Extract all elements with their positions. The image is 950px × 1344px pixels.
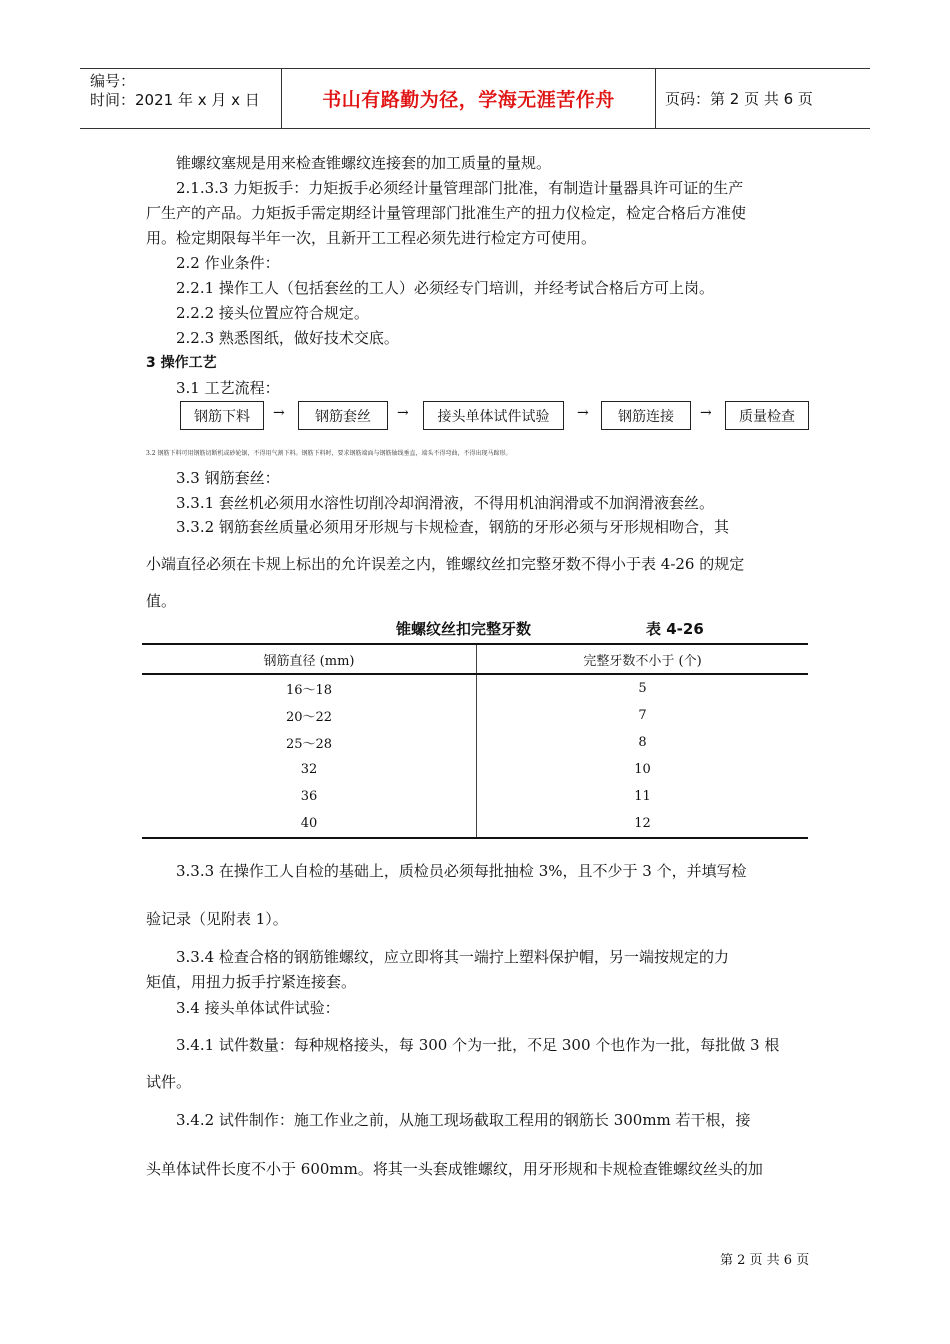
table-row — [142, 729, 808, 756]
flow-step: 质量检查 — [725, 401, 809, 430]
header-motto: 书山有路勤为径，学海无涯苦作舟 — [322, 89, 615, 111]
flow-arrow: → — [273, 405, 285, 421]
paragraph: 3.3.1 套丝机必须用水溶性切削冷却润滑液，不得用机油润滑或不加润滑液套丝。 — [176, 494, 714, 512]
table-cell: 20～22 — [142, 702, 477, 729]
paragraph: 2.1.3.3 力矩扳手：力矩扳手必须经计量管理部门批准，有制造计量器具许可证的生产 — [176, 179, 744, 197]
paragraph: 头单体试件长度不小于 600mm。将其一头套成锥螺纹，用牙形规和卡规检查锥螺纹丝头的加 — [146, 1160, 763, 1178]
paragraph: 矩值，用扭力扳手拧紧连接套。 — [146, 973, 357, 991]
flow-step: 钢筋套丝 — [298, 401, 388, 430]
paragraph: 值。 — [146, 592, 177, 610]
paragraph: 3.3.2 钢筋套丝质量必须用牙形规与卡规检查，钢筋的牙形必须与牙形规相吻合，其 — [176, 518, 729, 536]
table-header: 完整牙数不小于 (个) — [477, 644, 809, 674]
table-row — [142, 674, 808, 702]
table-header-row — [142, 644, 808, 674]
paragraph: 3.3.4 检查合格的钢筋锥螺纹，应立即将其一端拧上塑料保护帽，另一端按规定的力 — [176, 948, 729, 966]
flow-arrow: → — [397, 405, 409, 421]
table-cell: 11 — [634, 789, 651, 804]
header-divider — [655, 69, 656, 128]
paragraph: 3.4.2 试件制作：施工作业之前，从施工现场截取工程用的钢筋长 300mm 若干根，接 — [176, 1111, 751, 1129]
table-row — [142, 702, 808, 729]
flow-arrow: → — [700, 405, 712, 421]
flow-step: 接头单体试件试验 — [423, 401, 564, 430]
paragraph: 验记录（见附表 1）。 — [146, 910, 288, 928]
paragraph: 3.1 工艺流程： — [176, 379, 280, 397]
paragraph: 厂生产的产品。力矩扳手需定期经计量管理部门批准生产的扭力仪检定，检定合格后方准使 — [146, 204, 747, 222]
table-number: 表 4-26 — [646, 620, 704, 638]
table-title: 锥螺纹丝扣完整牙数 — [396, 620, 532, 638]
number-label: 编号： — [90, 72, 136, 90]
table-cell: 7 — [638, 708, 647, 723]
page-header — [80, 68, 870, 129]
table-cell: 8 — [638, 735, 647, 750]
paragraph: 2.2.1 操作工人（包括套丝的工人）必须经专门培训，并经考试合格后方可上岗。 — [176, 279, 714, 297]
paragraph: 3.3 钢筋套丝： — [176, 469, 280, 487]
time-label: 时间：2021 年 x 月 x 日 — [90, 91, 260, 109]
paragraph: 用。检定期限每半年一次，且新开工工程必须先进行检定方可使用。 — [146, 229, 597, 247]
table-row — [142, 756, 808, 783]
paragraph: 2.2.3 熟悉图纸，做好技术交底。 — [176, 329, 399, 347]
flow-step: 钢筋下料 — [180, 401, 264, 430]
table-row — [142, 783, 808, 810]
small-note: 3.2 钢筋下料可用钢筋切断机或砂轮锯，不得用气割下料。钢筋下料时，要求钢筋端面与钢筋轴线垂直，端头不得弯曲，不得出现马蹄形。 — [146, 450, 512, 457]
table-cell: 12 — [477, 810, 809, 838]
paragraph: 3.4.1 试件数量：每种规格接头，每 300 个为一批，不足 300 个也作为一批，每批做 3 根 — [176, 1036, 780, 1054]
paragraph: 3.4 接头单体试件试验： — [176, 999, 340, 1017]
header-meta — [90, 72, 260, 110]
table-cell: 16～18 — [142, 674, 477, 702]
paragraph: 锥螺纹塞规是用来检查锥螺纹连接套的加工质量的量规。 — [176, 154, 552, 172]
header-page-info: 页码：第 2 页 共 6 页 — [665, 90, 813, 108]
section-heading: 3 操作工艺 — [146, 355, 217, 371]
table-cell: 10 — [634, 762, 651, 777]
flow-arrow: → — [577, 405, 589, 421]
table-cell: 25～28 — [142, 729, 477, 756]
paragraph: 试件。 — [146, 1073, 192, 1091]
page-footer: 第 2 页 共 6 页 — [720, 1253, 810, 1268]
table-cell: 40 — [142, 810, 477, 838]
table-cell: 32 — [142, 756, 477, 783]
paragraph: 3.3.3 在操作工人自检的基础上，质检员必须每批抽检 3%，且不少于 3 个，并填写检 — [176, 862, 747, 880]
paragraph: 2.2 作业条件： — [176, 254, 280, 272]
flow-step: 钢筋连接 — [601, 401, 691, 430]
paragraph: 小端直径必须在卡规上标出的允许误差之内，锥螺纹丝扣完整牙数不得小于表 4-26 的规定 — [146, 555, 745, 573]
paragraph: 2.2.2 接头位置应符合规定。 — [176, 304, 369, 322]
table-cell: 36 — [142, 783, 477, 810]
table-row — [142, 810, 808, 838]
table-cell: 5 — [638, 681, 647, 696]
thread-count-table — [142, 643, 808, 839]
table-header: 钢筋直径 (mm) — [142, 644, 477, 674]
